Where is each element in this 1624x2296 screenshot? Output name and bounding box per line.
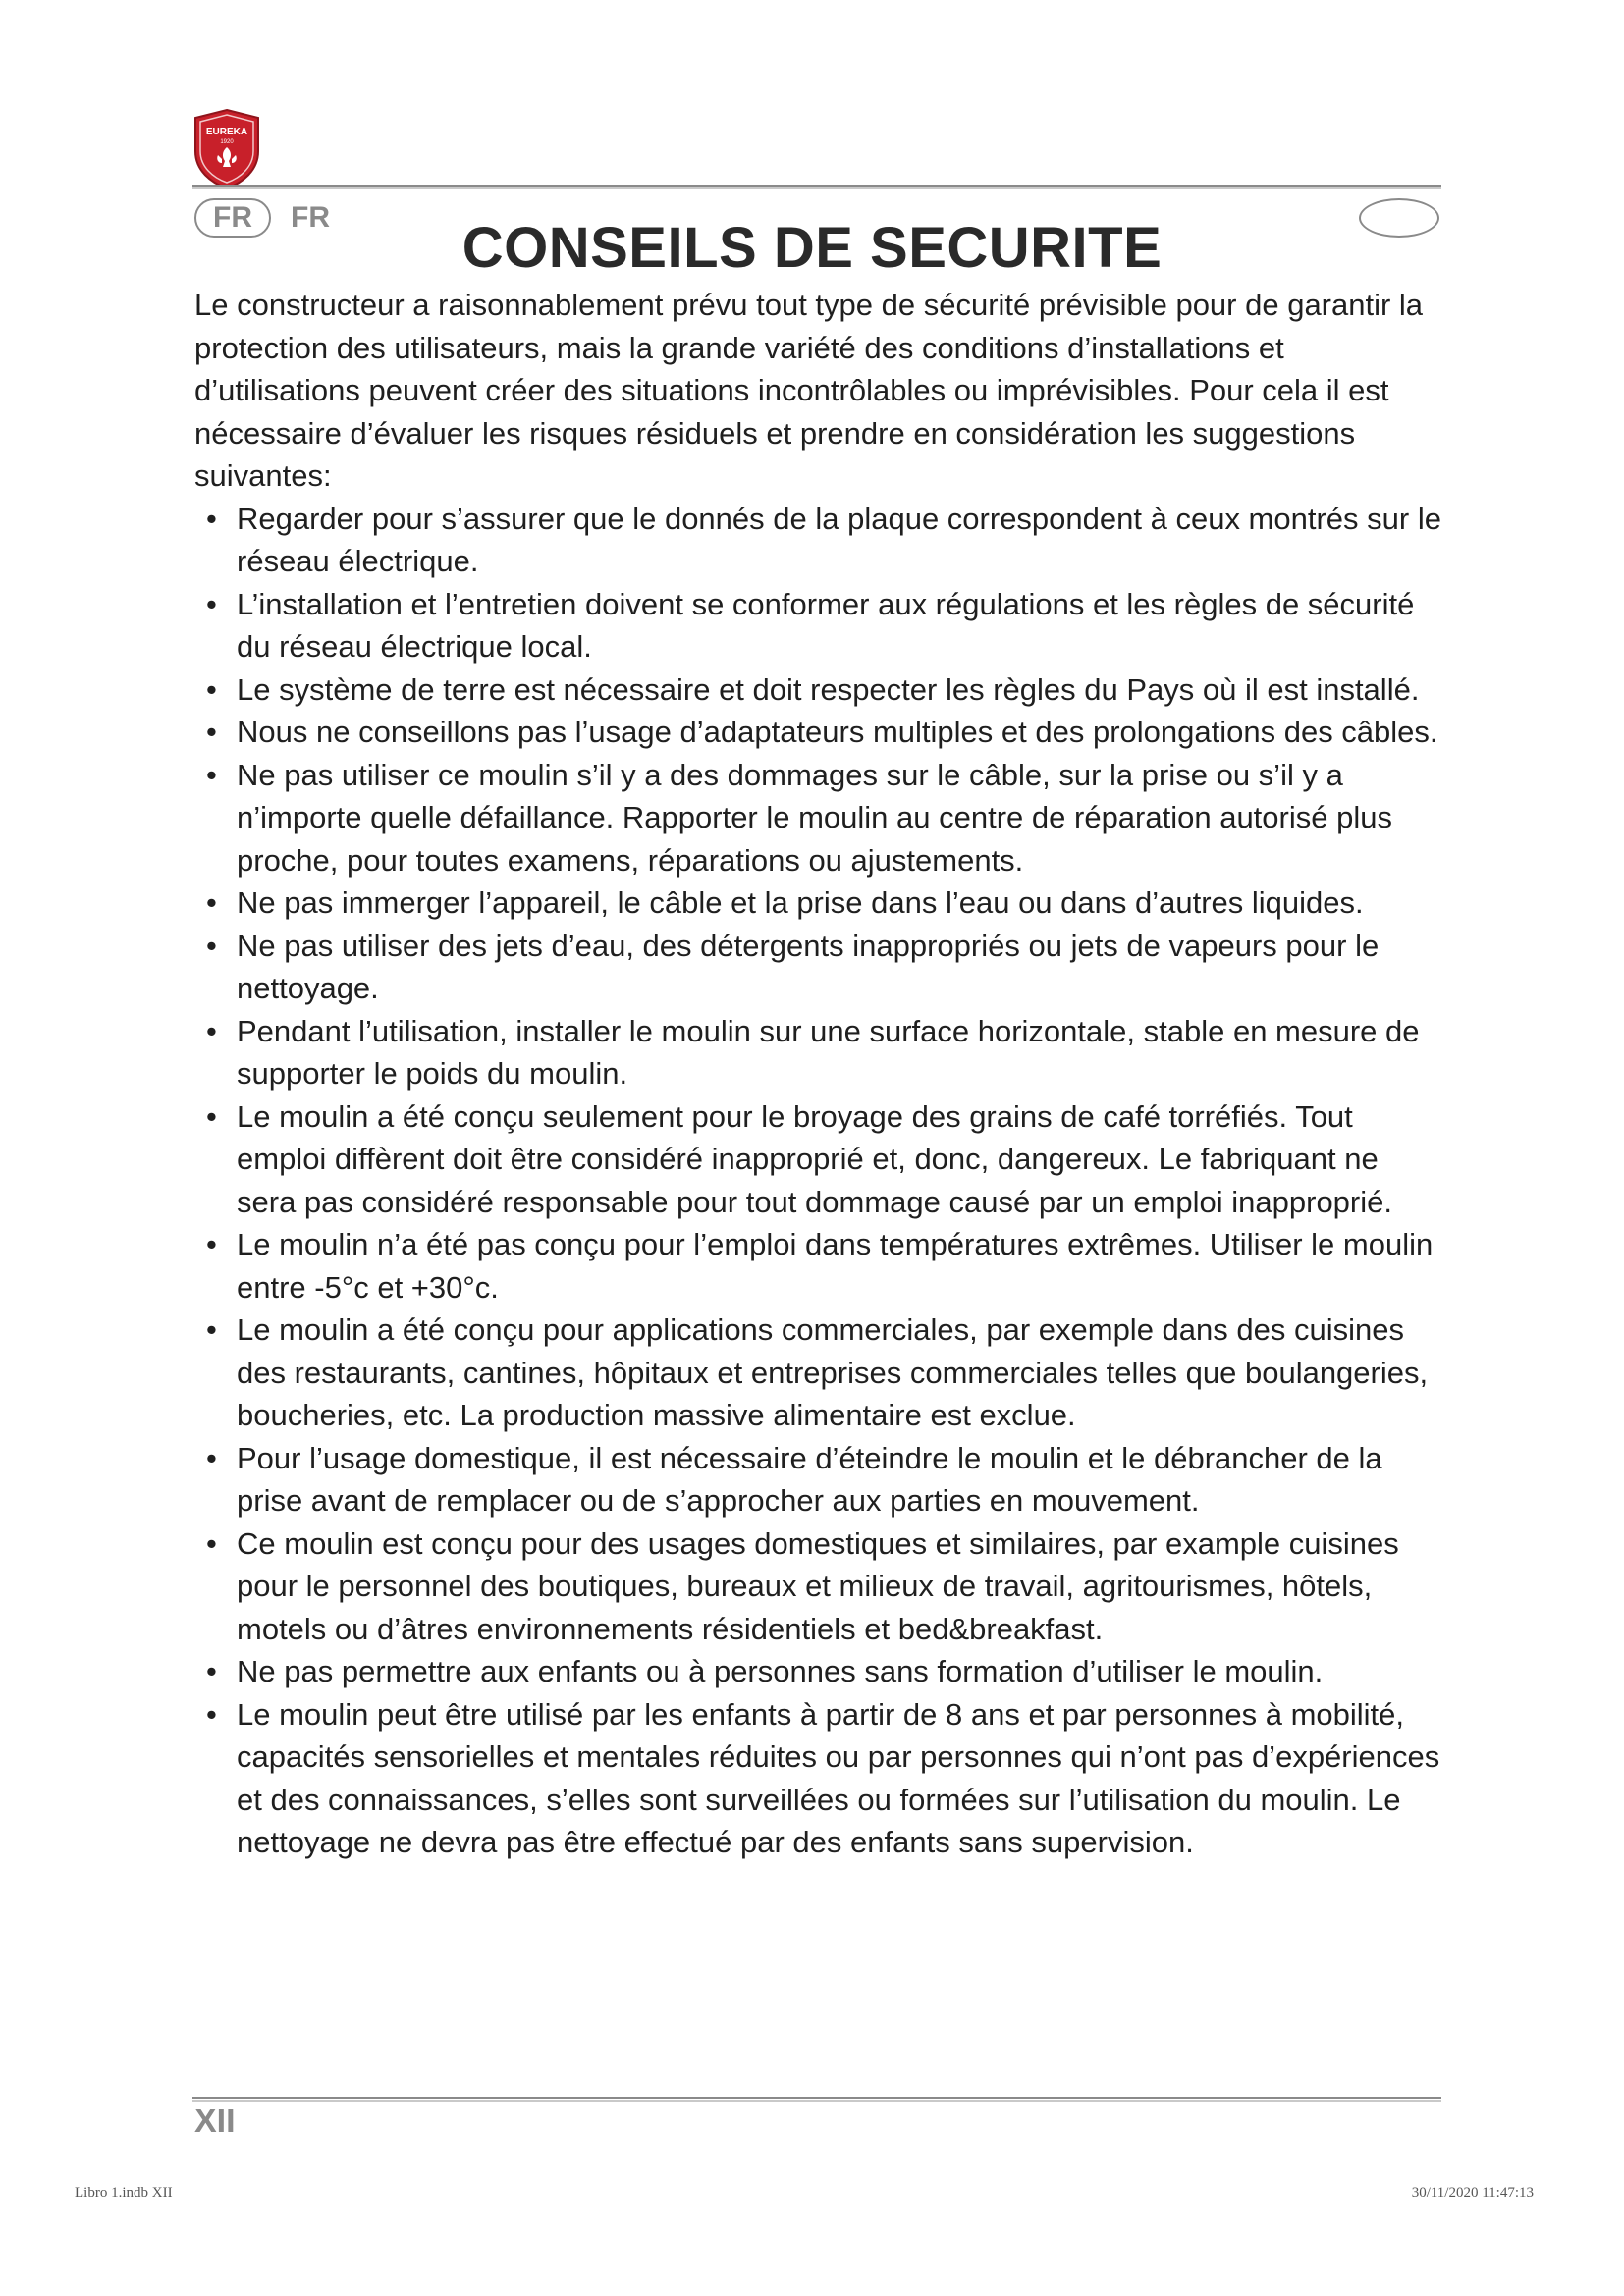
- list-item-text: Le moulin peut être utilisé par les enfants à partir de 8 ans et par personnes à mobilité, capacités sensorielles et mentales réduites ou par personnes qui n’ont pas d’expériences et des connaissances, s’elles sont surveillées ou formées sur l’utilisation du moulin. Le nettoyage ne devra pas être effectué par des enfants sans supervision.: [237, 1696, 1440, 1859]
- list-item-text: Ne pas utiliser des jets d’eau, des détergents inappropriés ou jets de vapeurs pour le nettoyage.: [237, 928, 1380, 1005]
- language-label: FR: [291, 201, 330, 234]
- bullet-icon: •: [206, 1525, 217, 1561]
- list-item: [194, 1010, 1443, 1095]
- bullet-icon: •: [206, 1654, 217, 1688]
- header-rule: [192, 185, 1441, 187]
- list-item-text: Pendant l’utilisation, installer le moulin sur une surface horizontale, stable en mesure de supporter le poids du moulin.: [237, 1013, 1420, 1091]
- list-item-text: L’installation et l’entretien doivent se conformer aux régulations et les règles de sécurité du réseau électrique local.: [237, 586, 1415, 664]
- list-item: [194, 1437, 1443, 1522]
- bullet-icon: •: [206, 671, 217, 707]
- list-item: [194, 1308, 1443, 1437]
- list-item: [194, 668, 1443, 712]
- page-title: CONSEILS DE SECURITE: [461, 216, 1163, 280]
- bullet-icon: •: [206, 757, 217, 792]
- bullet-icon: •: [206, 885, 217, 920]
- bullet-icon: •: [206, 1696, 217, 1732]
- bullet-icon: •: [206, 501, 217, 536]
- list-item-text: Le système de terre est nécessaire et doit respecter les règles du Pays où il est installé.: [237, 671, 1420, 707]
- bullet-icon: •: [206, 715, 217, 749]
- list-item-text: Regarder pour s’assurer que le donnés de la plaque correspondent à ceux montrés sur le réseau électrique.: [237, 501, 1441, 578]
- list-item: [194, 1223, 1443, 1308]
- logo-text: EUREKA: [205, 127, 248, 137]
- list-item-text: Ce moulin est conçu pour des usages domestiques et similaires, par example cuisines pour le personnel des boutiques, bureaux et milieux de travail, agritourismes, hôtels, motels ou d’âtres environnements résidentiels et bed&breakfast.: [237, 1525, 1399, 1646]
- list-item-text: Ne pas permettre aux enfants ou à personnes sans formation d’utiliser le moulin.: [237, 1654, 1324, 1688]
- list-item: [194, 583, 1443, 668]
- print-timestamp: 30/11/2020 11:47:13: [1411, 2185, 1534, 2201]
- bullet-icon: •: [206, 1312, 217, 1347]
- list-item-text: Le moulin n’a été pas conçu pour l’emploi dans températures extrêmes. Utiliser le moulin entre -5°c et +30°c.: [237, 1227, 1434, 1305]
- list-item: [194, 498, 1443, 583]
- bullet-icon: •: [206, 1227, 217, 1261]
- print-file-label: Libro 1.indb XII: [75, 2185, 173, 2201]
- bullet-icon: •: [206, 586, 217, 621]
- footer-rule: [192, 2097, 1441, 2099]
- list-item: [194, 711, 1443, 754]
- list-item-text: Le moulin a été conçu pour applications commerciales, par exemple dans des cuisines des restaurants, cantines, hôpitaux et entreprises commerciales telles que boulangeries, boucheries, etc. La production massive alimentaire est exclue.: [237, 1312, 1429, 1432]
- list-item: [194, 1095, 1443, 1224]
- language-badge: FR: [194, 198, 271, 238]
- list-item-text: Ne pas immerger l’appareil, le câble et la prise dans l’eau ou dans d’autres liquides.: [237, 885, 1364, 920]
- intro-paragraph: Le constructeur a raisonnablement prévu tout type de sécurité prévisible pour de garantir la protection des utilisateurs, mais la grande variété des conditions d’installations et d’utilisations peuvent créer des situations incontrôlables ou imprévisibles. Pour cela il est nécessaire d’évaluer les risques résiduels et prendre en considération les suggestions suivantes:: [194, 288, 1424, 493]
- list-item: [194, 754, 1443, 882]
- bullet-icon: •: [206, 1013, 217, 1048]
- list-item-text: Le moulin a été conçu seulement pour le broyage des grains de café torréfiés. Tout emploi diffèrent doit être considéré inapproprié et, donc, dangereux. Le fabriquant ne sera pas considéré responsable pour tout dommage causé par un emploi inapproprié.: [237, 1098, 1392, 1219]
- list-item: [194, 1522, 1443, 1651]
- list-item-text: Ne pas utiliser ce moulin s’il y a des dommages sur le câble, sur la prise ou s’il y a n’importe quelle défaillance. Rapporter le moulin au centre de réparation autorisé plus proche, pour toutes examens, réparations ou ajustements.: [237, 757, 1392, 878]
- bullet-icon: •: [206, 928, 217, 963]
- list-item: [194, 925, 1443, 1010]
- logo-year: 1920: [220, 139, 234, 145]
- document-body: [194, 284, 1443, 1864]
- list-item: [194, 1693, 1443, 1864]
- eureka-logo: [189, 108, 264, 190]
- page-number: XII: [194, 2103, 236, 2140]
- list-item: [194, 881, 1443, 925]
- bullet-icon: •: [206, 1098, 217, 1134]
- safety-advice-list: [194, 498, 1443, 1864]
- bullet-icon: •: [206, 1440, 217, 1475]
- list-item-text: Nous ne conseillons pas l’usage d’adaptateurs multiples et des prolongations des câbles.: [237, 715, 1438, 749]
- list-item: [194, 1650, 1443, 1693]
- list-item-text: Pour l’usage domestique, il est nécessaire d’éteindre le moulin et le débrancher de la prise avant de remplacer ou de s’approcher aux parties en mouvement.: [237, 1440, 1382, 1518]
